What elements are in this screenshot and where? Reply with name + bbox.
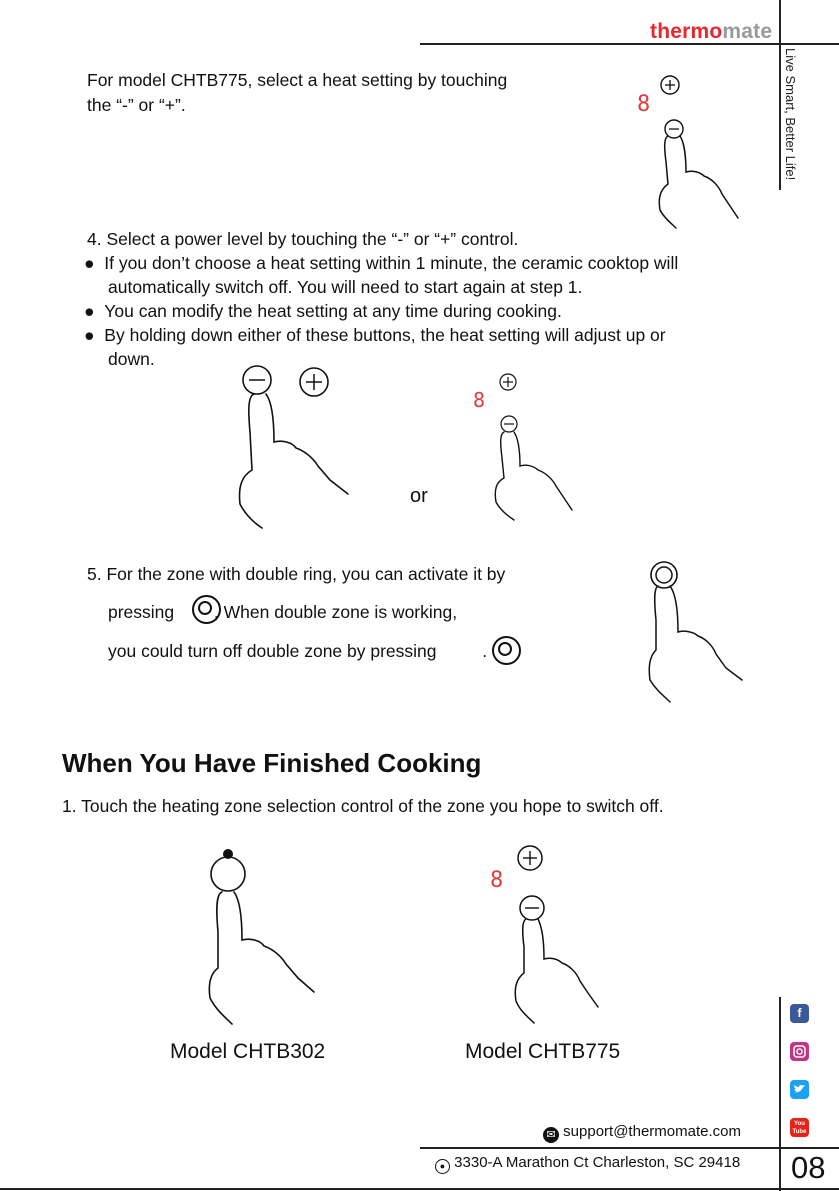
finished-step-1: 1. Touch the heating zone selection control of the zone you hope to switch off. [62,796,664,816]
or-label: or [410,485,428,507]
tagline-text: Live Smart, Better Life! [783,48,798,181]
section-heading: When You Have Finished Cooking [62,748,482,778]
bullet-1-line-1: If you don’t choose a heat setting within 1 minute, the ceramic cooktop will [104,253,679,273]
bullet-3: ● By holding down either of these buttons, the heat setting will adjust up or [84,325,666,345]
zone-selector-icon [211,857,245,891]
footer-rule [420,1147,839,1149]
illustration-chtb302 [198,848,338,1033]
display-digit: 8 [637,92,651,117]
brand-part-mate: mate [722,20,773,43]
intro-line-2: the “-” or “+”. [87,95,186,115]
page-number: 08 [791,1150,826,1185]
email-icon: ✉ [543,1127,559,1143]
email-row[interactable] [543,1123,741,1143]
bullet-2: ● You can modify the heat setting at any time during cooking. [84,301,562,321]
display-digit: 8 [490,868,504,893]
model-left-label: Model CHTB302 [170,1040,326,1063]
instagram-icon[interactable] [790,1042,809,1061]
bullet-1-line-2: automatically switch off. You will need to start again at step 1. [108,277,583,297]
bullet-1: ● If you don’t choose a heat setting within 1 minute, the ceramic cooktop will [84,253,679,273]
step5-line-2a: pressing [108,602,175,622]
display-digit: 8 [473,388,486,412]
hand-icon [649,586,742,702]
step5-line-3b: . [482,641,488,661]
header-vertical-rule [779,0,781,190]
double-ring-icon [651,562,677,588]
double-ring-icon [492,636,521,665]
step5-line-1: 5. For the zone with double ring, you can activate it by [87,564,506,584]
footer-vertical-rule [779,997,781,1191]
brand-logo [650,20,772,44]
bullet-2-line-1: You can modify the heat setting at any time during cooking. [104,301,562,321]
intro-line-1: For model CHTB775, select a heat setting by touching [87,70,508,90]
page-bottom-rule [0,1188,839,1190]
step5-line-2 [108,602,457,623]
address-text: 3330-A Marathon Ct Charleston, SC 29418 [454,1154,741,1171]
double-ring-icon [192,595,221,624]
header-rule [420,43,839,45]
step4-title: 4. Select a power level by touching the “-” or “+” control. [87,229,519,249]
email-text[interactable]: support@thermomate.com [563,1123,741,1140]
step5-line-3 [108,641,487,662]
illustration-double-ring [630,560,760,710]
location-icon: ● [435,1159,450,1174]
illustration-plus-minus-large [230,362,370,532]
bullet-3-line-1: By holding down either of these buttons, the heat setting will adjust up or [104,325,666,345]
facebook-icon[interactable]: f [790,1004,809,1023]
hand-icon [495,432,572,520]
step5-line-3a: you could turn off double zone by pressing [108,641,437,661]
twitter-icon[interactable] [790,1080,809,1099]
brand-part-thermo: thermo [650,20,723,43]
youtube-icon[interactable]: You Tube [790,1118,809,1137]
hand-icon [515,919,598,1023]
hand-icon [209,892,314,1024]
hand-icon [659,136,738,228]
step5-line-2b: , When double zone is working, [213,602,458,622]
model-right-label: Model CHTB775 [465,1040,621,1063]
tagline-vertical [782,48,798,198]
address-row [435,1154,740,1174]
illustration-chtb775 [490,843,610,1028]
illustration-plus-minus-small [468,370,588,530]
hand-icon [240,394,349,528]
bullet-3-line-2: down. [108,349,155,369]
